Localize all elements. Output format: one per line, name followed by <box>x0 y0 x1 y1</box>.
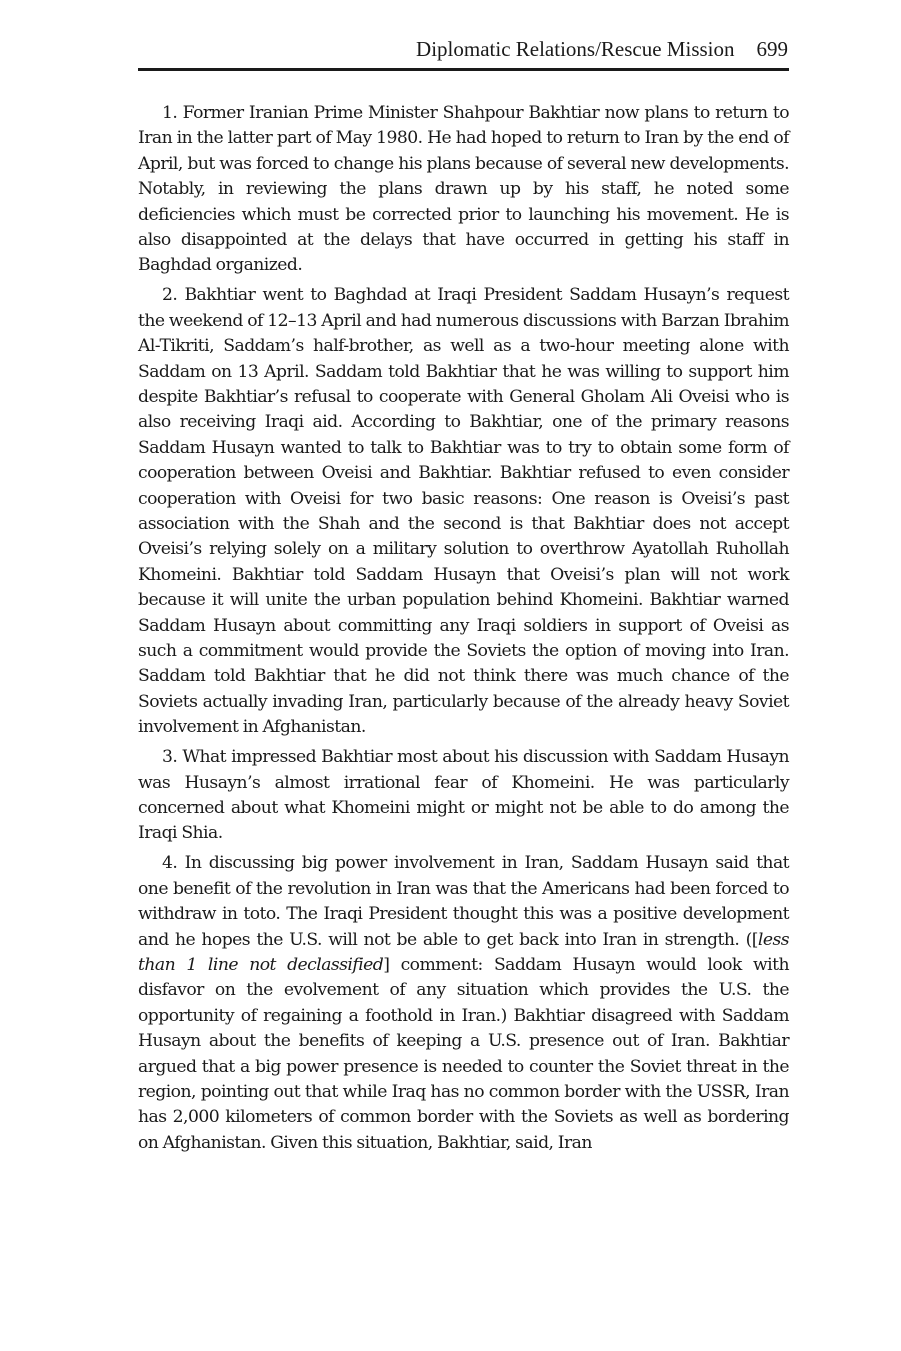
paragraph-1: 1. Former Iranian Prime Minister Shahpour Bakhtiar now plans to return to Iran in the latter part of May 1980. He had hoped to return to Iran by the end of April, but was forced to change his plans because of several new developments. Notably, in reviewing the plans drawn up by his staff, he noted some deficiencies which must be corrected prior to launching his movement. He is also disappointed at the delays that have occurred in getting his staff in Baghdad organized. <box>138 103 789 276</box>
paragraph-4-text-after: ] comment: Saddam Husayn would look with disfavor on the evolvement of any situation which provides the U.S. the opportunity of regaining a foothold in Iran.) Bakhtiar disagreed with Saddam Husayn about the benefits of keeping a U.S. presence out of Iran. Bakhtiar argued that a big power presence is needed to counter the Soviet threat in the region, pointing out that while Iraq has no common border with the USSR, Iran has 2,000 kilometers of common border with the Soviets as well as bordering on Afghanistan. Given this situation, Bakhtiar, said, Iran <box>138 954 789 1153</box>
header-rule <box>138 68 789 71</box>
running-title: Diplomatic Relations/Rescue Mission <box>416 37 735 61</box>
document-page <box>138 36 789 1161</box>
paragraph-3: 3. What impressed Bakhtiar most about his discussion with Saddam Husayn was Husayn’s almost irrational fear of Khomeini. He was particularly concerned about what Khomeini might or might not be able to do among the Iraqi Shia. <box>138 747 789 844</box>
paragraph-4 <box>138 851 789 1156</box>
page-number: 699 <box>756 37 788 61</box>
paragraph-4-text-before: 4. In discussing big power involvement in Iran, Saddam Husayn said that one benefit of the revolution in Iran was that the Americans had been forced to withdraw in toto. The Iraqi President thought this was a positive development and he hopes the U.S. will not be able to get back into Iran in strength. ([ <box>138 853 789 950</box>
declassification-note: less than 1 line not declassified <box>138 929 789 975</box>
body-text <box>138 101 789 1156</box>
running-head <box>138 36 789 64</box>
paragraph-2: 2. Bakhtiar went to Baghdad at Iraqi President Saddam Husayn’s request the weekend of 12–13 April and had numerous discussions with Barzan Ibrahim Al-Tikriti, Saddam’s half-brother, as well as a two-hour meeting alone with Saddam on 13 April. Saddam told Bakhtiar that he was willing to support him despite Bakhtiar’s refusal to cooperate with General Gholam Ali Oveisi who is also receiving Iraqi aid. According to Bakhtiar, one of the primary reasons Saddam Husayn wanted to talk to Bakhtiar was to try to obtain some form of cooperation between Oveisi and Bakhtiar. Bakhtiar refused to even consider cooperation with Oveisi for two basic reasons: One reason is Oveisi’s past association with the Shah and the second is that Bakhtiar does not accept Oveisi’s relying solely on a military solution to overthrow Ayatollah Ruhollah Khomeini. Bakhtiar told Saddam Husayn that Oveisi’s plan will not work because it will unite the urban population behind Khomeini. Bakhtiar warned Saddam Husayn about committing any Iraqi soldiers in support of Oveisi as such a commitment would provide the Soviets the option of moving into Iran. Saddam told Bakhtiar that he did not think there was much chance of the Soviets actually invading Iran, particularly because of the already heavy Soviet involvement in Afghanistan. <box>138 285 789 738</box>
